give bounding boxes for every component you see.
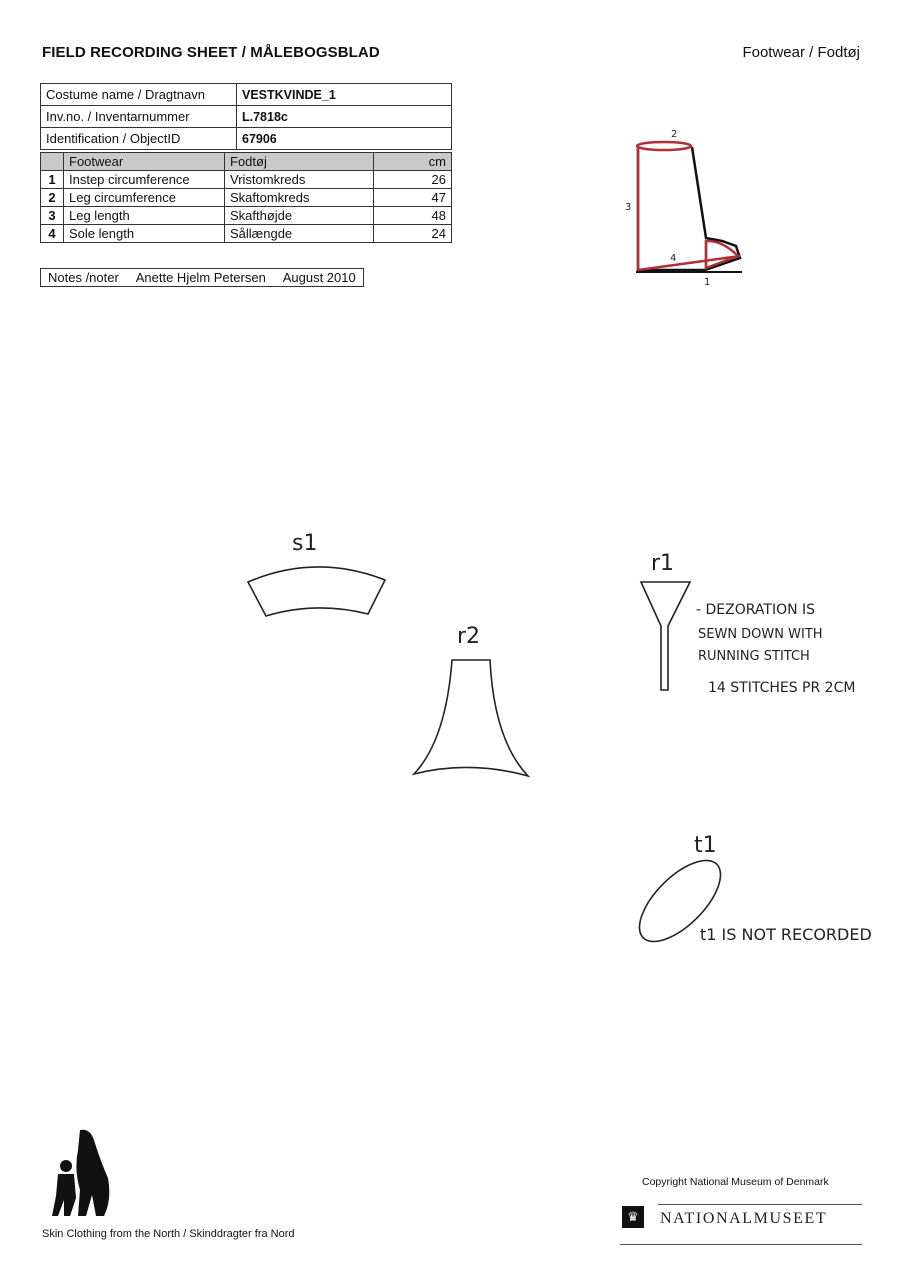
hunter-figures-icon — [52, 1130, 109, 1216]
notes-date: August 2010 — [282, 270, 356, 285]
row-number: 4 — [41, 225, 64, 243]
r1-note-line-4: 14 STITCHES PR 2CM — [708, 680, 856, 696]
header-unit: cm — [374, 153, 452, 171]
measure-name-da: Skaftomkreds — [225, 189, 374, 207]
r1-label: r1 — [651, 551, 675, 576]
diagram-label-1: 1 — [704, 277, 711, 288]
r1-note-line-1: - DEZORATION IS — [696, 602, 816, 618]
object-id-value: 67906 — [237, 128, 452, 150]
costume-name-label: Costume name / Dragtnavn — [41, 84, 237, 106]
museum-name: NATIONALMUSEET — [660, 1210, 828, 1227]
r1-outline — [641, 582, 690, 690]
measure-name-en: Leg length — [64, 207, 225, 225]
measure-name-da: Vristomkreds — [225, 171, 374, 189]
diagram-label-4: 4 — [670, 253, 677, 264]
r1-pattern — [641, 551, 855, 696]
row-number: 2 — [41, 189, 64, 207]
t1-pattern — [626, 833, 872, 955]
measure-name-da: Skafthøjde — [225, 207, 374, 225]
header-fodtoj: Fodtøj — [225, 153, 374, 171]
r1-note-line-2: SEWN DOWN WITH — [698, 627, 823, 642]
logo-top-rule — [658, 1204, 862, 1205]
measure-value: 47 — [374, 189, 452, 207]
measure-name-da: Sållængde — [225, 225, 374, 243]
museum-logo — [620, 1204, 862, 1245]
diagram-label-2: 2 — [671, 129, 678, 140]
inventory-number-value: L.7818c — [237, 106, 452, 128]
boot-diagram — [625, 129, 742, 288]
header-footwear: Footwear — [64, 153, 225, 171]
r2-label: r2 — [457, 624, 481, 649]
copyright-text: Copyright National Museum of Denmark — [642, 1176, 829, 1188]
project-credit: Skin Clothing from the North / Skinddragter fra Nord — [42, 1228, 295, 1240]
r1-note-line-3: RUNNING STITCH — [698, 649, 810, 664]
s1-pattern — [248, 531, 385, 616]
measure-name-en: Sole length — [64, 225, 225, 243]
measure-name-en: Leg circumference — [64, 189, 225, 207]
measure-value: 24 — [374, 225, 452, 243]
diagram-label-3: 3 — [625, 202, 632, 213]
sheet-category: Footwear / Fodtøj — [742, 44, 860, 61]
t1-label: t1 — [694, 833, 717, 858]
notes-author: Anette Hjelm Petersen — [135, 270, 266, 285]
r2-outline — [414, 660, 528, 776]
measure-name-en: Instep circumference — [64, 171, 225, 189]
row-number: 3 — [41, 207, 64, 225]
s1-label: s1 — [292, 531, 318, 556]
crown-icon: ♛ — [622, 1206, 644, 1228]
sheet-title: FIELD RECORDING SHEET / MÅLEBOGSBLAD — [42, 44, 380, 61]
notes-label: Notes /noter — [48, 270, 119, 285]
t1-note: t1 IS NOT RECORDED — [700, 925, 872, 944]
inventory-number-label: Inv.no. / Inventarnummer — [41, 106, 237, 128]
r2-pattern — [414, 624, 528, 776]
boot-outline — [638, 147, 740, 270]
s1-outline — [248, 567, 385, 616]
measure-value: 48 — [374, 207, 452, 225]
object-id-label: Identification / ObjectID — [41, 128, 237, 150]
row-number: 1 — [41, 171, 64, 189]
leg-circumference-line — [637, 142, 691, 150]
costume-name-value: VESTKVINDE_1 — [237, 84, 452, 106]
measure-value: 26 — [374, 171, 452, 189]
